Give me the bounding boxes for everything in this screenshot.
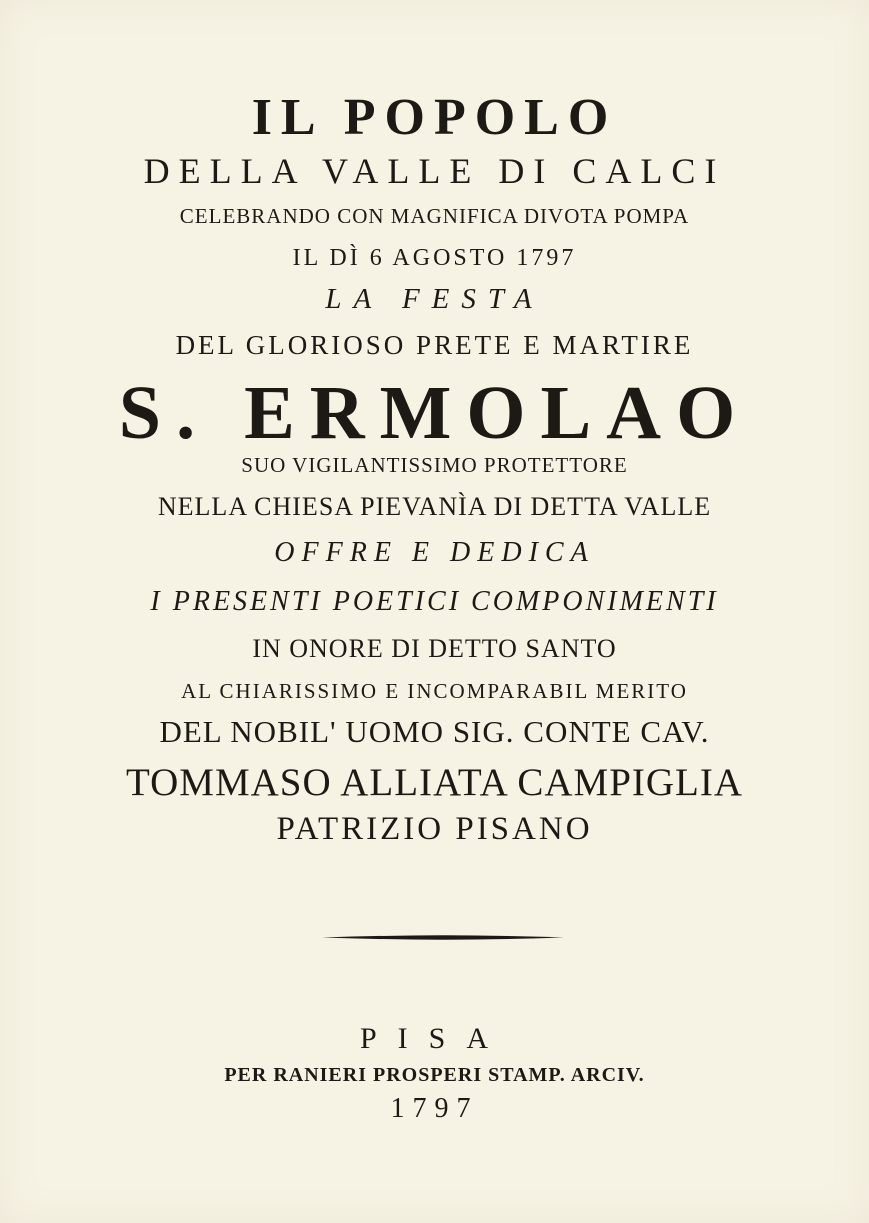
ornamental-rule <box>322 935 564 940</box>
text-line-la-festa: LA FESTA <box>325 283 544 315</box>
dedicatee-title: PATRIZIO PISANO <box>276 811 593 847</box>
text-line-componimenti: I PRESENTI POETICI COMPONIMENTI <box>150 586 719 617</box>
text-line-martire: DEL GLORIOSO PRETE E MARTIRE <box>175 330 694 360</box>
subtitle-place: DELLA VALLE DI CALCI <box>143 151 726 191</box>
imprint-printer: PER RANIERI PROSPERI STAMP. ARCIV. <box>224 1064 645 1086</box>
text-line-chiesa: NELLA CHIESA PIEVANÌA DI DETTA VALLE <box>157 492 712 521</box>
text-line-onore: IN ONORE DI DETTO SANTO <box>252 634 617 663</box>
dedicatee-name: TOMMASO ALLIATA CAMPIGLIA <box>125 761 744 804</box>
text-line-nobil-uomo: DEL NOBIL' UOMO SIG. CONTE CAV. <box>159 714 710 749</box>
text-line-merito: AL CHIARISSIMO E INCOMPARABIL MERITO <box>181 679 688 703</box>
main-title: IL POPOLO <box>251 89 618 146</box>
text-line-protettore: SUO VIGILANTISSIMO PROTETTORE <box>241 453 628 477</box>
text-line-offre: OFFRE E DEDICA <box>274 537 595 568</box>
imprint-city: PISA <box>359 1022 510 1055</box>
saint-name: S. ERMOLAO <box>118 371 751 455</box>
text-line-date: IL DÌ 6 AGOSTO 1797 <box>292 245 577 271</box>
imprint-year: 1797 <box>390 1093 479 1124</box>
text-line-celebrando: CELEBRANDO CON MAGNIFICA DIVOTA POMPA <box>179 204 690 228</box>
